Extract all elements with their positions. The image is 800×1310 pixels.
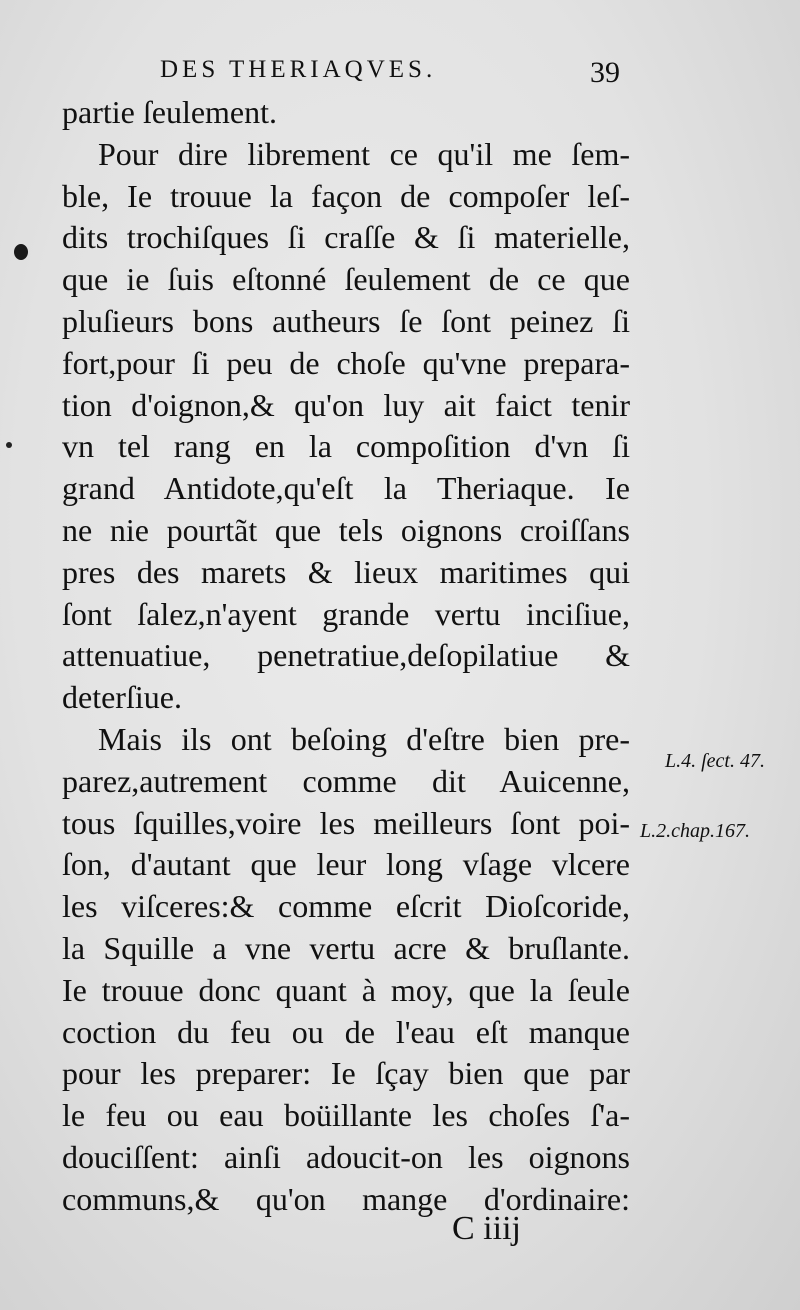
text-line: dits trochiſques ſi craſſe & ſi materielle, bbox=[62, 219, 630, 256]
text-line: fort,pour ſi peu de choſe qu'vne prepara- bbox=[62, 344, 630, 381]
text-line: Mais ils ont beſoing d'eſtre bien pre- bbox=[98, 720, 630, 757]
text-line: attenuatiue, penetratiue,deſopilatiue & bbox=[62, 637, 630, 674]
margin-note: L.4. ſect. 47. bbox=[665, 750, 765, 772]
text-line: Ie trouue donc quant à moy, que la ſeule bbox=[62, 971, 630, 1008]
text-line: tion d'oignon,& qu'on luy ait faict tenir bbox=[62, 386, 630, 423]
running-head: DES THERIAQVES. bbox=[160, 56, 437, 83]
ink-spot bbox=[14, 244, 28, 260]
text-line: tous ſquilles,voire les meilleurs ſont poi- bbox=[62, 804, 630, 841]
page-number: 39 bbox=[590, 56, 620, 89]
text-line: Pour dire librement ce qu'il me ſem- bbox=[98, 135, 630, 172]
text-line: grand Antidote,qu'eſt la Theriaque. Ie bbox=[62, 470, 630, 507]
text-line: partie ſeulement. bbox=[62, 94, 278, 130]
text-line: coction du feu ou de l'eau eſt manque bbox=[62, 1013, 630, 1050]
text-line: les viſceres:& comme eſcrit Dioſcoride, bbox=[62, 888, 630, 925]
page-header bbox=[160, 56, 620, 96]
text-line: vn tel rang en la compoſition d'vn ſi bbox=[62, 428, 630, 465]
body-text bbox=[62, 92, 630, 1221]
margin-note: L.2.chap.167. bbox=[640, 820, 750, 842]
text-line: parez,autrement comme dit Auicenne, bbox=[62, 762, 630, 799]
text-line: pres des marets & lieux maritimes qui bbox=[62, 553, 630, 590]
text-line: ne nie pourtãt que tels oignons croiſſans bbox=[62, 511, 630, 548]
text-line: deterſiue. bbox=[62, 679, 182, 716]
text-line: pluſieurs bons autheurs ſe ſont peinez ſi bbox=[62, 302, 630, 339]
text-line: ſon, d'autant que leur long vſage vlcere bbox=[62, 846, 630, 883]
text-line: ble, Ie trouue la façon de compoſer leſ- bbox=[62, 177, 630, 214]
text-line: le feu ou eau boüillante les choſes ſ'a- bbox=[62, 1097, 630, 1134]
text-line: douciſſent: ainſi adoucit-on les oignons bbox=[62, 1138, 630, 1175]
text-line: que ie ſuis eſtonné ſeulement de ce que bbox=[62, 261, 630, 298]
ink-dot bbox=[6, 442, 12, 448]
text-line: communs,& qu'on mange d'ordinaire: bbox=[62, 1180, 630, 1217]
text-line: ſont ſalez,n'ayent grande vertu inciſiue, bbox=[62, 595, 630, 632]
signature-mark: C iiij bbox=[452, 1210, 521, 1247]
text-line: pour les preparer: Ie ſçay bien que par bbox=[62, 1055, 630, 1092]
text-line: la Squille a vne vertu acre & bruſlante. bbox=[62, 929, 630, 966]
